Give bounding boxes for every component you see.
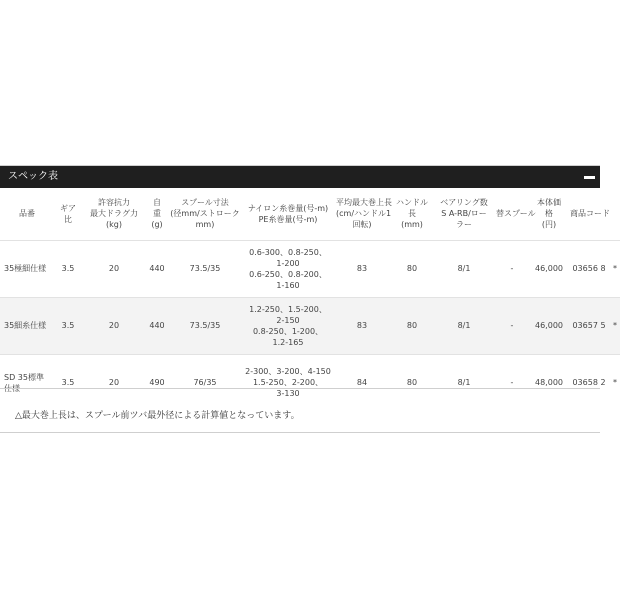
column-header-line: 最大ドラグ力 [90, 209, 138, 219]
column-header-line: 品番 [19, 209, 35, 219]
cell-name [0, 354, 54, 411]
collapse-button[interactable] [578, 166, 600, 188]
cell-line: 1.5-250、2-200、 [252, 378, 324, 388]
column-header-line: ハンドル [396, 198, 428, 208]
cell-spool: 73.5/35 [189, 321, 221, 330]
column-header [54, 188, 82, 240]
cell-line: SD 35標準 [4, 372, 44, 382]
column-header-line: 自 [153, 198, 161, 208]
column-header-line: 平均最大巻上長 [336, 198, 392, 208]
column-header [434, 188, 494, 240]
cell-line: 0.8-250、1-200、 [252, 326, 324, 336]
cell-gear: 3.5 [61, 321, 75, 330]
column-header [390, 188, 434, 240]
column-header-line: ナイロン糸巻量(号-m) [247, 203, 329, 213]
table-header-row [0, 188, 620, 240]
cell-bearing: 8/1 [457, 264, 471, 273]
column-header-line: 本体価 [537, 198, 561, 208]
cell-mark: * [613, 321, 617, 330]
cell-weight: 440 [149, 264, 165, 273]
column-header-line: (円) [541, 220, 557, 230]
section-title: スペック表 [8, 171, 58, 182]
table-row [0, 240, 620, 297]
cell-spool: 76/35 [193, 378, 217, 388]
cell-handle: 80 [406, 321, 418, 330]
cell-drag: 20 [108, 378, 120, 388]
column-header [242, 188, 334, 240]
cell-line: 1-200 [276, 258, 300, 268]
cell-line: 0.6-250、0.8-200、 [249, 269, 327, 279]
column-header [82, 188, 146, 240]
cell-spare: - [510, 378, 514, 388]
table-body [0, 240, 620, 411]
cell-retrieve: 83 [356, 264, 368, 273]
spec-header-bar [0, 166, 600, 188]
cell-bearing: 8/1 [457, 378, 471, 388]
column-header [0, 188, 54, 240]
cell-line: 1.2-165 [272, 337, 304, 347]
column-header-line: S A-RB/ロー [441, 209, 487, 219]
cell-weight: 490 [149, 378, 165, 388]
cell-drag: 20 [108, 264, 120, 273]
cell-name [0, 297, 54, 354]
cell-line: 35極細仕様 [4, 264, 47, 273]
cell-weight: 440 [149, 321, 165, 330]
cell-spare: - [510, 321, 514, 330]
column-header [610, 188, 620, 240]
column-header-line: 重 [153, 209, 161, 219]
cell-line [242, 240, 334, 297]
cell-line: 1.2-250、1.5-200、 [249, 304, 327, 314]
column-header-line: ベアリング数 [440, 198, 488, 208]
column-header-line: mm) [195, 220, 215, 230]
cell-handle: 80 [406, 264, 418, 273]
cell-gear: 3.5 [61, 378, 75, 388]
cell-line: 0.6-300、0.8-250、 [249, 247, 327, 257]
cell-line: 35細糸仕様 [4, 321, 47, 330]
cell-retrieve: 84 [356, 378, 368, 388]
cell-code: 03656 8 [572, 264, 606, 273]
cell-price: 46,000 [535, 321, 563, 330]
cell-spool: 73.5/35 [189, 264, 221, 273]
cell-mark: * [613, 378, 617, 388]
cell-price: 48,000 [535, 378, 563, 388]
spec-panel [0, 165, 617, 431]
column-header-line: ラー [456, 220, 472, 230]
cell-code: 03658 2 [572, 378, 606, 388]
table-row [0, 297, 620, 354]
column-header-line: PE糸巻量(号-m) [258, 214, 318, 224]
column-header-line: 許容抗力 [98, 198, 130, 208]
column-header-line: (cm/ハンドル1 [336, 209, 392, 219]
column-header-line: 替スプール [496, 209, 536, 219]
footnote-rule [0, 432, 600, 433]
column-header-line: (mm) [401, 220, 423, 230]
cell-gear: 3.5 [61, 264, 75, 273]
spec-table [0, 188, 620, 411]
column-header-line: 商品コード [570, 209, 610, 219]
column-header [146, 188, 168, 240]
cell-line: 2-300、3-200、4-150 [245, 367, 331, 377]
cell-line: 1-160 [276, 280, 300, 290]
footnote: △最大巻上長は、スプール前ツバ最外径による計算値となっています。 [15, 411, 300, 421]
cell-retrieve: 83 [356, 321, 368, 330]
column-header-line: ギア [60, 203, 76, 213]
column-header [168, 188, 242, 240]
cell-drag: 20 [108, 321, 120, 330]
column-header-line: (kg) [106, 220, 122, 230]
cell-name [0, 240, 54, 297]
column-header-line: (g) [151, 220, 163, 230]
cell-line: 2-150 [276, 315, 300, 325]
table-bottom-divider [0, 388, 600, 389]
column-header-line: (径mm/ストローク [170, 209, 240, 219]
column-header-line: 回転) [352, 220, 372, 230]
column-header [494, 188, 536, 240]
cell-handle: 80 [406, 378, 418, 388]
cell-line [242, 297, 334, 354]
cell-mark: * [613, 264, 617, 273]
table-row [0, 354, 620, 411]
minus-icon [584, 176, 595, 179]
column-header [334, 188, 390, 240]
column-header-line: 格 [545, 209, 553, 219]
column-header-line: 長 [408, 209, 416, 219]
cell-code: 03657 5 [572, 321, 606, 330]
cell-line [242, 354, 334, 411]
cell-bearing: 8/1 [457, 321, 471, 330]
cell-spare: - [510, 264, 514, 273]
column-header [568, 188, 610, 240]
cell-price: 46,000 [535, 264, 563, 273]
column-header-line: スプール寸法 [181, 198, 229, 208]
column-header-line: 比 [64, 214, 72, 224]
cell-line: 3-130 [276, 389, 300, 399]
